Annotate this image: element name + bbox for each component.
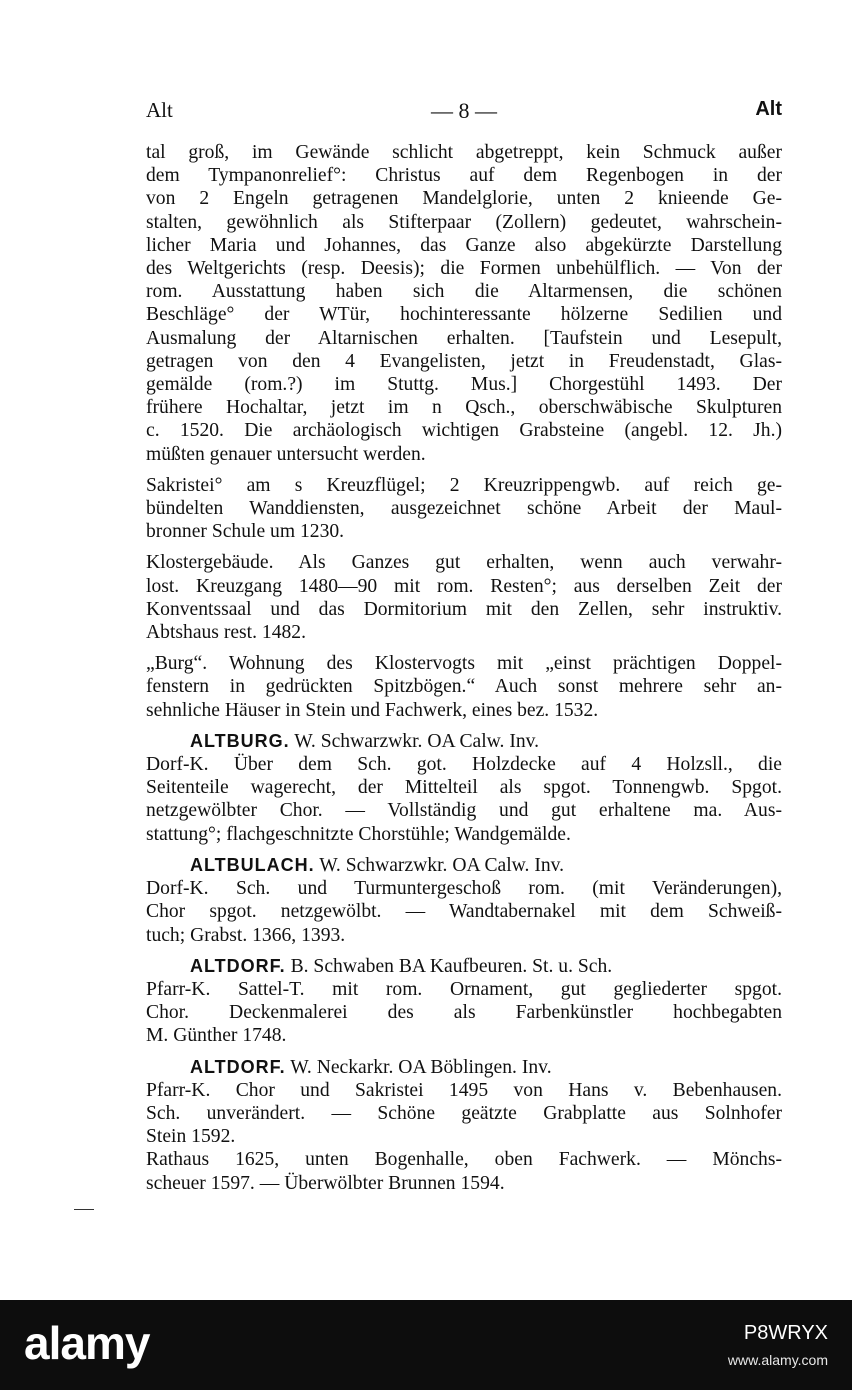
text-line: dem Tympanonrelief°: Christus auf dem Regenbogen in der: [146, 165, 782, 187]
site-url: www.alamy.com: [727, 1352, 828, 1368]
text-line: getragen von den 4 Evangelisten, jetzt in Freudenstadt, Glas-: [146, 350, 782, 372]
text-line: Chor spgot. netzgewölbt. — Wandtabernakel mit dem Schweiß-: [146, 901, 782, 923]
page-number: — 8 —: [431, 98, 497, 123]
text-line: scheuer 1597. — Überwölbter Brunnen 1594.: [146, 1172, 505, 1194]
entry-heading: [146, 1056, 782, 1079]
text-line: Stein 1592.: [146, 1126, 236, 1148]
text-line: Beschläge° der WTür, hochinteressante hölzerne Sedilien und: [146, 304, 782, 326]
text-line: tal groß, im Gewände schlicht abgetreppt, kein Schmuck außer: [146, 142, 782, 163]
text-line: c. 1520. Die archäologisch wichtigen Grabsteine (angebl. 12. Jh.): [146, 420, 782, 442]
text-line: Dorf-K. Sch. und Turmuntergeschoß rom. (mit Veränderungen),: [146, 878, 782, 900]
paragraph: [146, 474, 782, 544]
text-line: Rathaus 1625, unten Bogenhalle, oben Fachwerk. — Mönchs-: [146, 1149, 782, 1171]
paragraph: [146, 141, 782, 466]
alamy-logo: alamy: [24, 1317, 150, 1369]
entry-text: [146, 1079, 782, 1195]
text-line: Klostergebäude. Als Ganzes gut erhalten, wenn auch verwahr-: [146, 552, 782, 574]
page-body: [146, 141, 782, 1203]
text-line: Ausmalung der Altarnischen erhalten. [Taufstein und Lesepult,: [146, 327, 782, 349]
entry-text: [146, 753, 782, 846]
place-info: B. Schwaben BA Kaufbeuren. St. u. Sch.: [290, 955, 613, 977]
text-line: des Weltgerichts (resp. Deesis); die Formen unbehülflich. — Von der: [146, 258, 782, 280]
watermark-banner: [0, 1300, 852, 1390]
text-line: frühere Hochaltar, jetzt im n Qsch., oberschwäbische Skulpturen: [146, 397, 782, 419]
text-line: stattung°; flachgeschnitzte Chorstühle; Wandgemälde.: [146, 823, 571, 845]
text-line: Pfarr-K. Chor und Sakristei 1495 von Hans v. Bebenhausen.: [146, 1079, 782, 1101]
text-line: Abtshaus rest. 1482.: [146, 622, 307, 644]
entry-heading: [146, 730, 782, 753]
margin-mark: [74, 1209, 94, 1210]
text-line: Sch. unverändert. — Schöne geätzte Grabplatte aus Solnhofer: [146, 1102, 782, 1124]
place-name: ALTDORF.: [190, 1056, 286, 1077]
text-line: sehnliche Häuser in Stein und Fachwerk, eines bez. 1532.: [146, 699, 599, 721]
text-line: gemälde (rom.?) im Stuttg. Mus.] Chorgestühl 1493. Der: [146, 374, 782, 396]
text-line: tuch; Grabst. 1366, 1393.: [146, 924, 346, 946]
text-line: Konventssaal und das Dormitorium mit den Zellen, sehr instruktiv.: [146, 598, 782, 620]
text-line: lost. Kreuzgang 1480—90 mit rom. Resten°; aus derselben Zeit der: [146, 575, 782, 597]
text-line: bündelten Wanddiensten, ausgezeichnet schöne Arbeit der Maul-: [146, 498, 782, 520]
paragraph: [146, 652, 782, 722]
page-header: [146, 98, 782, 128]
entry-heading: [146, 955, 782, 978]
header-left: Alt: [146, 98, 173, 122]
place-info: W. Neckarkr. OA Böblingen. Inv.: [290, 1056, 552, 1078]
text-line: M. Günther 1748.: [146, 1025, 287, 1047]
paragraph: [146, 551, 782, 644]
text-line: Pfarr-K. Sattel-T. mit rom. Ornament, gut gegliederter spgot.: [146, 978, 782, 1000]
text-line: Dorf-K. Über dem Sch. got. Holzdecke auf 4 Holzsll., die: [146, 754, 782, 776]
text-line: fenstern in gedrückten Spitzbögen.“ Auch sonst mehrere sehr an-: [146, 676, 782, 698]
text-line: bronner Schule um 1230.: [146, 521, 345, 543]
text-line: licher Maria und Johannes, das Ganze also abgekürzte Darstellung: [146, 234, 782, 256]
place-info: W. Schwarzwkr. OA Calw. Inv.: [294, 730, 540, 752]
entry-text: [146, 877, 782, 947]
text-line: von 2 Engeln getragenen Mandelglorie, unten 2 knieende Ge-: [146, 188, 782, 210]
text-line: rom. Ausstattung haben sich die Altarmensen, die schönen: [146, 281, 782, 303]
text-line: Seitenteile wagerecht, der Mittelteil als spgot. Tonnengwb. Spgot.: [146, 777, 782, 799]
text-line: „Burg“. Wohnung des Klostervogts mit „einst prächtigen Doppel-: [146, 653, 782, 675]
text-line: stalten, gewöhnlich als Stifterpaar (Zollern) gedeutet, wahrschein-: [146, 211, 782, 233]
text-line: Chor. Deckenmalerei des als Farbenkünstler hochbegabten: [146, 1002, 782, 1024]
text-line: müßten genauer untersucht werden.: [146, 443, 426, 465]
header-right: Alt: [755, 98, 782, 120]
entry-text: [146, 978, 782, 1048]
image-id: P8WRYX: [743, 1322, 828, 1344]
place-name: ALTBURG.: [190, 730, 290, 751]
place-info: W. Schwarzwkr. OA Calw. Inv.: [319, 854, 565, 876]
text-line: netzgewölbter Chor. — Vollständig und gut erhaltene ma. Aus-: [146, 800, 782, 822]
entry-heading: [146, 854, 782, 877]
text-line: Sakristei° am s Kreuzflügel; 2 Kreuzrippengwb. auf reich ge-: [146, 474, 782, 496]
place-name: ALTDORF.: [190, 955, 286, 976]
place-name: ALTBULACH.: [190, 854, 315, 875]
